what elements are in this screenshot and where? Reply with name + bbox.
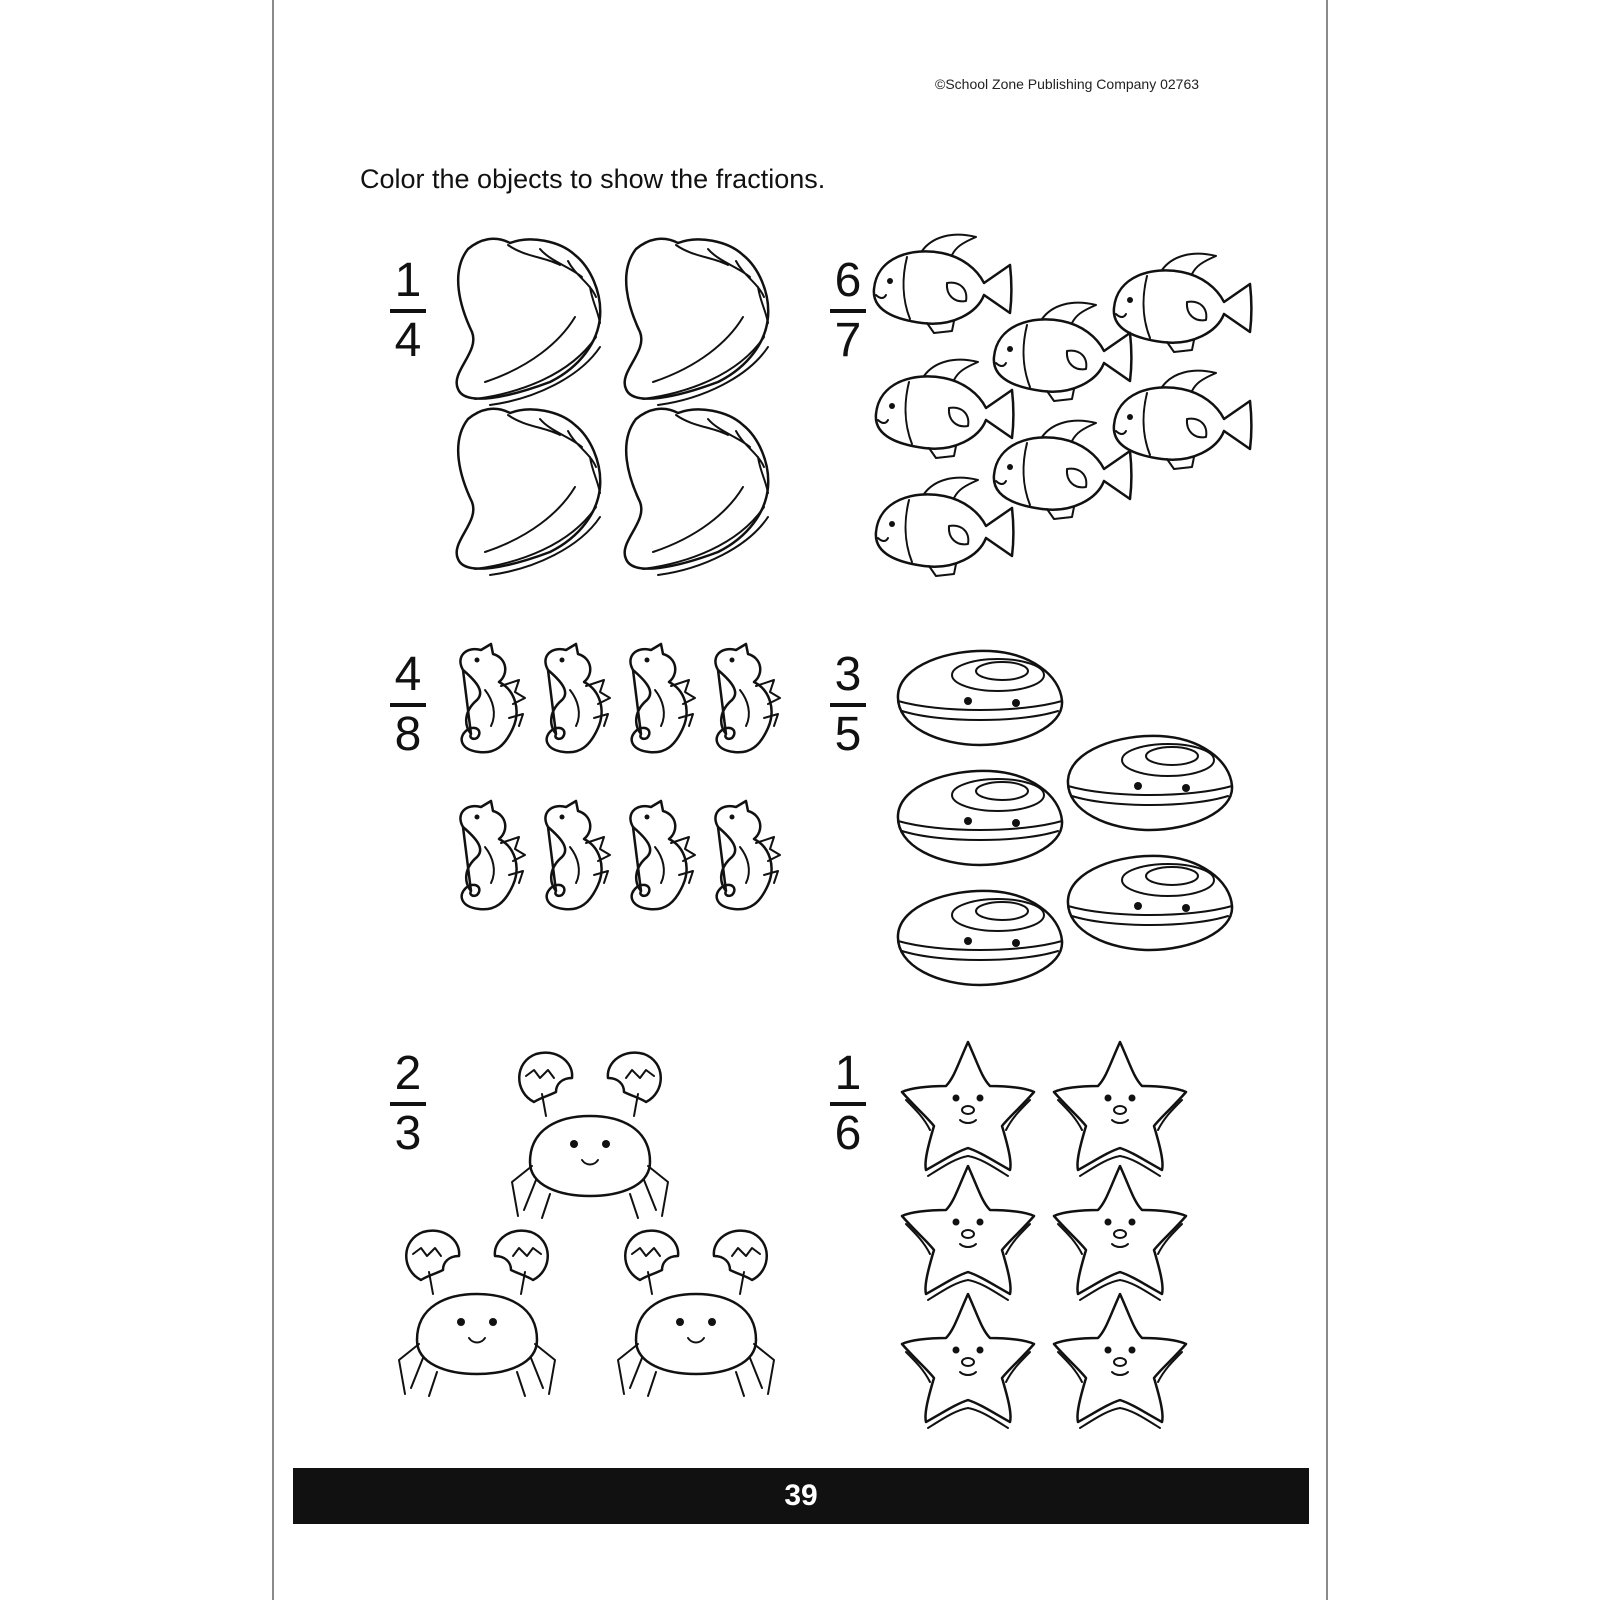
page-number: 39 bbox=[784, 1479, 818, 1512]
clam-icon bbox=[898, 651, 1062, 745]
starfish-icon bbox=[902, 1294, 1034, 1428]
numerator: 2 bbox=[394, 1047, 422, 1100]
starfish-icon bbox=[1054, 1294, 1186, 1428]
fish-icon bbox=[876, 478, 1014, 576]
fish-icon bbox=[876, 360, 1014, 458]
crab-icon bbox=[399, 1231, 555, 1396]
numerator: 4 bbox=[394, 648, 422, 701]
seahorse-icon bbox=[630, 644, 695, 752]
page-number-bar bbox=[293, 1468, 1309, 1524]
clam-icon bbox=[898, 891, 1062, 985]
denominator: 6 bbox=[834, 1107, 862, 1160]
denominator: 8 bbox=[394, 708, 422, 761]
clam-icon bbox=[898, 771, 1062, 865]
numerator: 3 bbox=[834, 648, 862, 701]
copyright-notice: ©School Zone Publishing Company 02763 bbox=[935, 76, 1200, 92]
denominator: 4 bbox=[394, 314, 422, 367]
conch-shell-icon bbox=[625, 409, 769, 575]
crab-icon bbox=[512, 1053, 668, 1218]
numerator: 1 bbox=[834, 1047, 862, 1100]
conch-shell-icon bbox=[625, 239, 769, 405]
denominator: 3 bbox=[394, 1107, 422, 1160]
seahorse-icon bbox=[545, 644, 610, 752]
fish-icon bbox=[1114, 371, 1252, 469]
fish-icon bbox=[874, 235, 1012, 333]
instructions: Color the objects to show the fractions. bbox=[360, 164, 826, 194]
seahorse-icon bbox=[715, 644, 780, 752]
clam-icon bbox=[1068, 856, 1232, 950]
starfish-icon bbox=[1054, 1042, 1186, 1176]
seahorse-icon bbox=[715, 801, 780, 909]
conch-shell-icon bbox=[457, 409, 601, 575]
starfish-icon bbox=[1054, 1166, 1186, 1300]
fish-icon bbox=[994, 303, 1132, 401]
denominator: 5 bbox=[834, 708, 862, 761]
numerator: 6 bbox=[834, 254, 862, 307]
fish-icon bbox=[1114, 254, 1252, 352]
seahorse-icon bbox=[630, 801, 695, 909]
seahorse-icon bbox=[460, 801, 525, 909]
starfish-icon bbox=[902, 1166, 1034, 1300]
clam-icon bbox=[1068, 736, 1232, 830]
denominator: 7 bbox=[834, 314, 862, 367]
seahorse-icon bbox=[460, 644, 525, 752]
starfish-icon bbox=[902, 1042, 1034, 1176]
numerator: 1 bbox=[394, 254, 422, 307]
conch-shell-icon bbox=[457, 239, 601, 405]
seahorse-icon bbox=[545, 801, 610, 909]
fish-icon bbox=[994, 421, 1132, 519]
crab-icon bbox=[618, 1231, 774, 1396]
